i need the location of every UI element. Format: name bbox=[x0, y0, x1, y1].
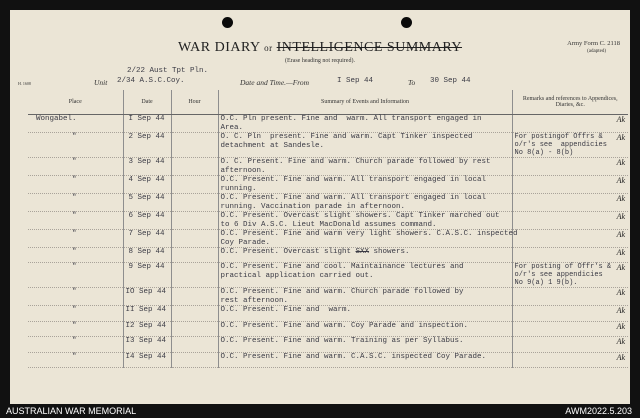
cell-hour bbox=[171, 263, 218, 288]
table-row bbox=[28, 158, 628, 176]
footer-accession: AWM2022.5.203 bbox=[565, 406, 632, 416]
form-number bbox=[567, 40, 620, 56]
cell-place: " bbox=[28, 230, 123, 248]
initials-signature: Ak bbox=[616, 352, 625, 362]
cell-hour bbox=[171, 194, 218, 212]
title-war-diary: WAR DIARY bbox=[177, 40, 261, 55]
table-row bbox=[28, 263, 628, 288]
summary-text: O.C. Present. Fine and warm. Training as per Syllabus. bbox=[220, 337, 464, 346]
cell-place: " bbox=[28, 352, 123, 367]
cell-remarks bbox=[512, 212, 628, 230]
cell-place: " bbox=[28, 158, 123, 176]
cell-date: I Sep 44 bbox=[123, 115, 171, 133]
cell-date: II Sep 44 bbox=[123, 306, 171, 321]
cell-hour bbox=[171, 133, 218, 158]
cell-hour bbox=[171, 115, 218, 133]
table-row bbox=[28, 176, 628, 194]
table-row bbox=[28, 133, 628, 158]
date-to-label: To bbox=[408, 78, 416, 87]
date-from: I Sep 44 bbox=[337, 77, 374, 85]
cell-hour bbox=[171, 212, 218, 230]
cell-summary bbox=[218, 288, 512, 306]
cell-summary bbox=[218, 176, 512, 194]
cell-date: I4 Sep 44 bbox=[123, 352, 171, 367]
punch-hole-left bbox=[222, 17, 233, 28]
cell-date: 5 Sep 44 bbox=[123, 194, 171, 212]
cell-summary bbox=[218, 230, 518, 248]
date-time-label: Date and Time.—From bbox=[240, 78, 310, 87]
cell-remarks bbox=[512, 321, 628, 336]
cell-remarks bbox=[512, 115, 628, 133]
cell-summary bbox=[218, 263, 512, 288]
summary-text: O. C. Present. Fine and warm. Church parade followed by rest afternoon. bbox=[220, 158, 491, 175]
cell-summary bbox=[218, 321, 512, 336]
cell-place: " bbox=[28, 133, 123, 158]
cell-remarks bbox=[512, 306, 628, 321]
initials-signature: Ak bbox=[616, 248, 625, 257]
cell-summary bbox=[218, 158, 512, 176]
initials-signature: Ak bbox=[616, 321, 625, 331]
table-row bbox=[28, 352, 628, 367]
cell-remarks bbox=[512, 176, 628, 194]
summary-text: O.C. Present. Overcast slight showers. Capt Tinker marched out to 6 Div A.S.C. Lieut MacDonald assumes command. bbox=[220, 212, 500, 229]
cell-date: 6 Sep 44 bbox=[123, 212, 171, 230]
table-row bbox=[28, 194, 628, 212]
cell-remarks bbox=[512, 352, 628, 367]
cell-date: 8 Sep 44 bbox=[123, 248, 171, 263]
col-date: Date bbox=[123, 90, 171, 115]
cell-summary bbox=[218, 352, 512, 367]
cell-summary bbox=[218, 306, 512, 321]
cell-hour bbox=[171, 248, 218, 263]
form-edition: (adapted) bbox=[587, 49, 606, 54]
table-row bbox=[28, 306, 628, 321]
initials-signature: Ak bbox=[616, 115, 625, 124]
cell-date: 3 Sep 44 bbox=[123, 158, 171, 176]
unit-label: Unit bbox=[94, 78, 108, 87]
initials-signature: Ak bbox=[616, 288, 625, 298]
unit-line-2: 2/34 A.S.C.Coy. bbox=[117, 77, 185, 85]
cell-remarks bbox=[512, 194, 628, 212]
form-code: H. 1608 bbox=[18, 81, 31, 86]
table-row bbox=[28, 248, 628, 263]
summary-text: O.C. Present. Fine and warm. All transport engaged in local running. Vaccination parade in afternoon. bbox=[220, 194, 487, 211]
initials-signature: Ak bbox=[616, 212, 625, 221]
summary-text-end: showers. bbox=[369, 248, 410, 256]
table-row bbox=[28, 115, 628, 133]
summary-text: O.C. Present. Fine and warm. Church parade followed by rest afternoon. bbox=[220, 288, 464, 305]
summary-text: O.C. Pln present. Fine and warm. All transport engaged in Area. bbox=[220, 115, 482, 132]
cell-place: " bbox=[28, 212, 123, 230]
summary-text: O.C. Present. Fine and warm. C.A.S.C. inspected Coy Parade. bbox=[220, 352, 487, 361]
cell-hour bbox=[171, 230, 218, 248]
cell-date: I2 Sep 44 bbox=[123, 321, 171, 336]
summary-text: O.C. Present. Fine and warm. bbox=[220, 306, 352, 315]
cell-remarks bbox=[512, 230, 628, 248]
punch-hole-right bbox=[401, 17, 412, 28]
initials-signature: Ak bbox=[616, 337, 625, 347]
page-title bbox=[10, 40, 630, 56]
cell-place: " bbox=[28, 306, 123, 321]
initials-signature: Ak bbox=[616, 176, 625, 185]
cell-summary bbox=[218, 248, 512, 263]
cell-hour bbox=[171, 321, 218, 336]
initials-signature: Ak bbox=[616, 230, 625, 239]
cell-hour bbox=[171, 306, 218, 321]
remarks-text: For posting of Offr's & o/r's see appendicies No 9(a) 1 9(b). bbox=[514, 263, 612, 288]
table-header bbox=[28, 90, 628, 115]
summary-text: O. C. Pln present. Fine and warm. Capt Tinker inspected detachment at Sandesle. bbox=[220, 133, 473, 150]
table-row bbox=[28, 288, 628, 306]
cell-hour bbox=[171, 352, 218, 367]
initials-signature: Ak bbox=[616, 263, 625, 273]
summary-text: O.C. Present. Fine and warm very light showers. C.A.S.C. inspected Coy Parade. bbox=[220, 230, 518, 247]
col-hour: Hour bbox=[171, 90, 218, 115]
cell-date: 9 Sep 44 bbox=[123, 263, 171, 288]
table-row bbox=[28, 230, 628, 248]
initials-signature: Ak bbox=[616, 306, 625, 316]
cell-remarks bbox=[512, 158, 628, 176]
summary-text: O.C. Present. Fine and warm. All transport engaged in local running. bbox=[220, 176, 487, 193]
cell-remarks bbox=[512, 133, 628, 158]
cell-summary bbox=[218, 212, 512, 230]
summary-text: O.C. Present. Fine and warm. Coy Parade and inspection. bbox=[220, 321, 469, 330]
col-place: Place bbox=[28, 90, 123, 115]
cell-remarks bbox=[512, 248, 628, 263]
date-to: 30 Sep 44 bbox=[430, 77, 471, 85]
cell-date: 2 Sep 44 bbox=[123, 133, 171, 158]
cell-place: Wongabel. bbox=[28, 115, 123, 133]
cell-summary bbox=[218, 115, 512, 133]
summary-text: O.C. Present. Fine and cool. Maintainance lectures and practical application carried out. bbox=[220, 263, 464, 280]
cell-date: 4 Sep 44 bbox=[123, 176, 171, 194]
remarks-text: For postingof Offrs & o/r's see appendicies No 8(a) - 8(b) bbox=[514, 133, 607, 157]
unit-line-1: 2/22 Aust Tpt Pln. bbox=[127, 67, 209, 75]
initials-signature: Ak bbox=[616, 194, 625, 203]
struck-text: SXX bbox=[355, 248, 370, 256]
cell-place: " bbox=[28, 288, 123, 306]
cell-place: " bbox=[28, 337, 123, 352]
form-number-text: Army Form C. 2118 bbox=[567, 40, 620, 47]
table-row bbox=[28, 321, 628, 336]
cell-hour bbox=[171, 337, 218, 352]
diary-table bbox=[28, 90, 628, 368]
cell-hour bbox=[171, 158, 218, 176]
col-remarks: Remarks and references to Appendices, Diaries, &c. bbox=[512, 90, 628, 115]
cell-place: " bbox=[28, 263, 123, 288]
footer-source: AUSTRALIAN WAR MEMORIAL bbox=[6, 406, 137, 416]
cell-date: I3 Sep 44 bbox=[123, 337, 171, 352]
col-summary: Summary of Events and Information bbox=[218, 90, 512, 115]
table-row bbox=[28, 337, 628, 352]
initials-signature: Ak bbox=[616, 158, 625, 167]
cell-place: " bbox=[28, 176, 123, 194]
page-subtitle: (Erase heading not required). bbox=[285, 58, 355, 64]
cell-remarks bbox=[512, 288, 628, 306]
initials-signature: Ak bbox=[616, 133, 625, 142]
title-intelligence-summary: INTELLIGENCE SUMMARY bbox=[276, 40, 463, 55]
cell-remarks bbox=[512, 337, 628, 352]
cell-summary bbox=[218, 337, 512, 352]
diary-sheet bbox=[10, 10, 630, 404]
cell-date: 7 Sep 44 bbox=[123, 230, 171, 248]
cell-place: " bbox=[28, 248, 123, 263]
cell-place: " bbox=[28, 194, 123, 212]
cell-hour bbox=[171, 176, 218, 194]
cell-remarks bbox=[512, 263, 628, 288]
summary-text: O.C. Present. Overcast slight bbox=[220, 248, 356, 256]
cell-summary bbox=[218, 133, 512, 158]
cell-summary bbox=[218, 194, 512, 212]
title-or: or bbox=[264, 43, 273, 53]
cell-date: IO Sep 44 bbox=[123, 288, 171, 306]
table-row bbox=[28, 212, 628, 230]
cell-place: " bbox=[28, 321, 123, 336]
cell-hour bbox=[171, 288, 218, 306]
